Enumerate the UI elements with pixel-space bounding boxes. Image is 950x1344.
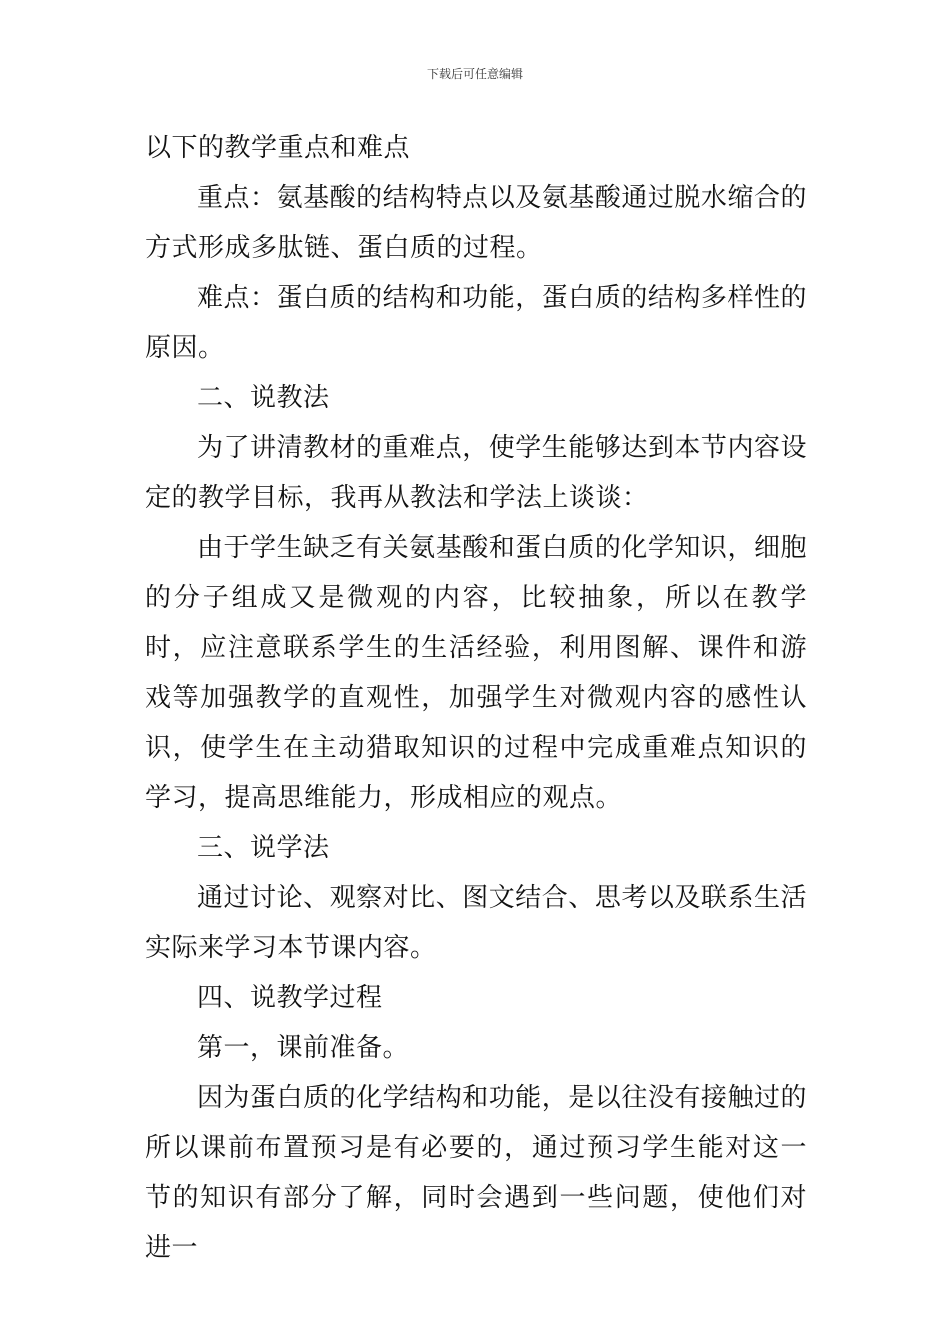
section-heading-teaching-method: 二、说教法 xyxy=(197,383,330,413)
paragraph-method-intro: 为了讲清教材的重难点，使学生能够达到本节内容设定的教学目标，我再从教法和学法上谈谈： xyxy=(145,433,807,513)
section-heading-teaching-process: 四、说教学过程 xyxy=(197,983,383,1013)
document-body xyxy=(145,123,807,1273)
paragraph-step-one: 第一，课前准备。 xyxy=(197,1033,410,1063)
paragraph-method-detail: 由于学生缺乏有关氨基酸和蛋白质的化学知识，细胞的分子组成又是微观的内容，比较抽象，所以在教学时，应注意联系学生的生活经验，利用图解、课件和游戏等加强教学的直观性，加强学生对微观内容的感性认识，使学生在主动猎取知识的过程中完成重难点知识的学习，提高思维能力，形成相应的观点。 xyxy=(145,533,807,813)
paragraph-intro: 以下的教学重点和难点 xyxy=(145,133,411,163)
paragraph-difficult-points: 难点：蛋白质的结构和功能，蛋白质的结构多样性的原因。 xyxy=(145,283,807,363)
paragraph-preparation-detail: 因为蛋白质的化学结构和功能，是以往没有接触过的所以课前布置预习是有必要的，通过预习学生能对这一节的知识有部分了解，同时会遇到一些问题，使他们对进一 xyxy=(145,1083,807,1263)
paragraph-learning-method: 通过讨论、观察对比、图文结合、思考以及联系生活实际来学习本节课内容。 xyxy=(145,883,807,963)
paragraph-key-points: 重点：氨基酸的结构特点以及氨基酸通过脱水缩合的方式形成多肽链、蛋白质的过程。 xyxy=(145,183,807,263)
page-header: 下载后可任意编辑 xyxy=(426,67,523,81)
section-heading-learning-method: 三、说学法 xyxy=(197,833,330,863)
